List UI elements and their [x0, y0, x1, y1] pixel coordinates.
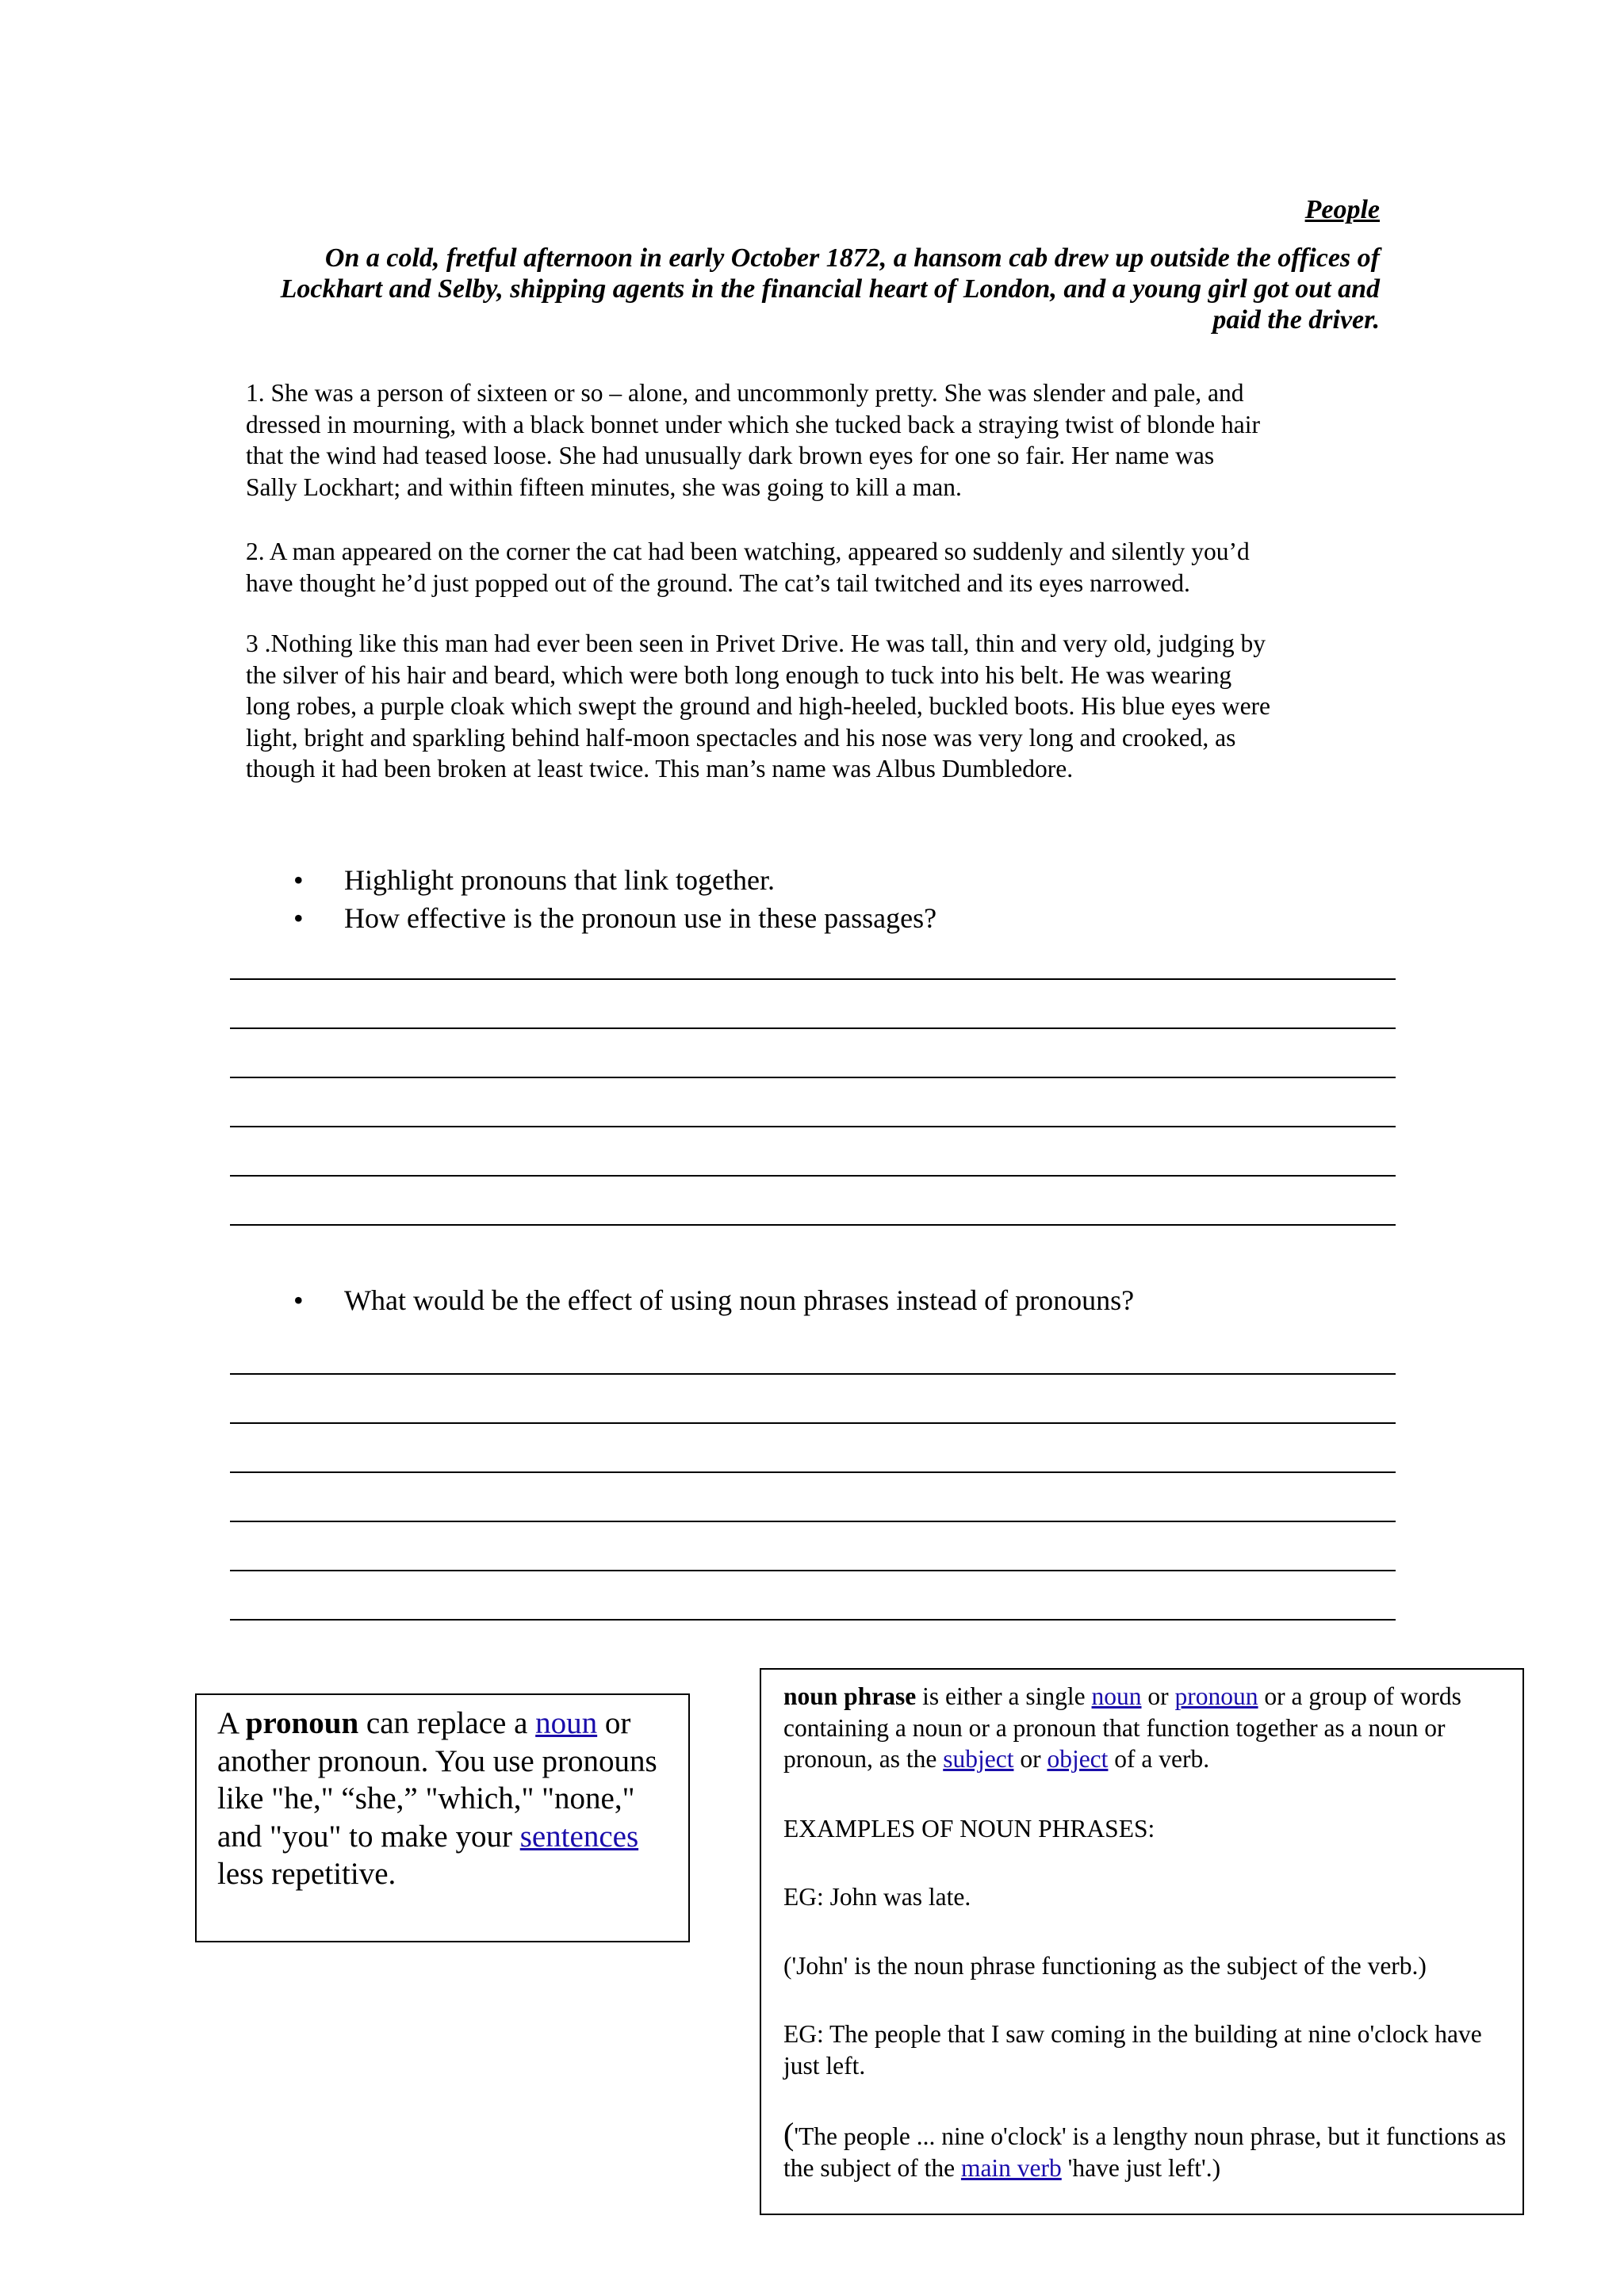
object-link[interactable]: object	[1047, 1745, 1109, 1773]
text: 'The people ... nine o'clock' is a lengthy noun phrase, but it functions as the subject of the	[783, 2122, 1507, 2182]
main-verb-link[interactable]: main verb	[960, 2153, 1062, 2182]
subject-link[interactable]: subject	[943, 1745, 1014, 1773]
answer-line[interactable]	[230, 1570, 1396, 1571]
question-2-text: How effective is the pronoun use in these passages?	[344, 902, 937, 934]
text: of a verb.	[1108, 1745, 1210, 1773]
text: or another pronoun. You use pronouns like "he," “she,” "which," "none," and "you" to make your	[217, 1706, 657, 1854]
text: or	[1013, 1745, 1048, 1773]
answer-line[interactable]	[230, 978, 1396, 980]
answer-line[interactable]	[230, 1175, 1396, 1177]
answer-line[interactable]	[230, 1224, 1396, 1226]
noun-link[interactable]: noun	[1091, 1682, 1142, 1710]
sentences-link[interactable]: sentences	[519, 1819, 639, 1854]
text: is either a single	[916, 1682, 1092, 1710]
text: 'have just left'.)	[1061, 2153, 1221, 2182]
passage-3: 3 .Nothing like this man had ever been seen in Privet Drive. He was tall, thin and very old, judging by the silver of his hair and beard, which were both long enough to tuck into his belt. He was wearing long robes, a purple cloak which swept the ground and high-heeled, buckled boots. His blue eyes were light, bright and sparkling behind half-moon spectacles and his nose was very long and crooked, as though it had been broken at least twice. This man’s name was Albus Dumbledore.	[246, 629, 1271, 783]
text: (	[783, 2116, 795, 2152]
text: can replace a	[358, 1706, 536, 1740]
text: or	[1141, 1682, 1175, 1710]
answer-line[interactable]	[230, 1077, 1396, 1078]
noun-phrase-definition	[783, 1681, 1507, 1775]
noun-phrase-term: noun phrase	[783, 1682, 917, 1710]
answer-line[interactable]	[230, 1126, 1396, 1127]
bullet-icon: •	[293, 1284, 304, 1316]
question-3-text: What would be the effect of using noun phrases instead of pronouns?	[344, 1284, 1135, 1316]
examples-heading: EXAMPLES OF NOUN PHRASES:	[783, 1814, 1155, 1843]
answer-line[interactable]	[230, 1521, 1396, 1522]
answer-line[interactable]	[230, 1373, 1396, 1375]
example-2-note	[783, 2118, 1507, 2183]
noun-link[interactable]: noun	[535, 1706, 598, 1740]
page-title: People	[1304, 195, 1380, 224]
example-2: EG: The people that I saw coming in the building at nine o'clock have just left.	[783, 2020, 1482, 2080]
answer-line[interactable]	[230, 1027, 1396, 1029]
pronoun-link[interactable]: pronoun	[1174, 1682, 1258, 1710]
passage-2: 2. A man appeared on the corner the cat had been watching, appeared so suddenly and silently you’d have thought he’d just popped out of the ground. The cat’s tail twitched and its eyes narrowed.	[246, 538, 1250, 597]
question-1-text: Highlight pronouns that link together.	[344, 864, 775, 896]
answer-line[interactable]	[230, 1422, 1396, 1424]
text: A	[217, 1706, 246, 1740]
example-1-note: ('John' is the noun phrase functioning as the subject of the verb.)	[783, 1951, 1427, 1980]
passage-1: 1. She was a person of sixteen or so – alone, and uncommonly pretty. She was slender and pale, and dressed in mourning, with a black bonnet under which she tucked back a straying twist of blonde hair that the wind had teased loose. She had unusually dark brown eyes for one so fair. Her name was Sally Lockhart; and within fifteen minutes, she was going to kill a man.	[246, 379, 1260, 501]
pronoun-definition-box	[195, 1693, 690, 1942]
bullet-icon: •	[293, 864, 304, 896]
text: less repetitive.	[217, 1857, 396, 1891]
text: or a group of words containing a noun or a pronoun that function together as a noun or pronoun, as the	[783, 1682, 1461, 1773]
noun-phrase-definition-box	[760, 1668, 1524, 2215]
answer-line[interactable]	[230, 1619, 1396, 1621]
example-1: EG: John was late.	[783, 1883, 971, 1911]
intro-paragraph: On a cold, fretful afternoon in early October 1872, a hansom cab drew up outside the offices of Lockhart and Selby, shipping agents in the financial heart of London, and a young girl got out and paid the driver.	[280, 243, 1380, 335]
pronoun-term: pronoun	[245, 1706, 359, 1740]
answer-line[interactable]	[230, 1471, 1396, 1473]
bullet-icon: •	[293, 902, 304, 934]
